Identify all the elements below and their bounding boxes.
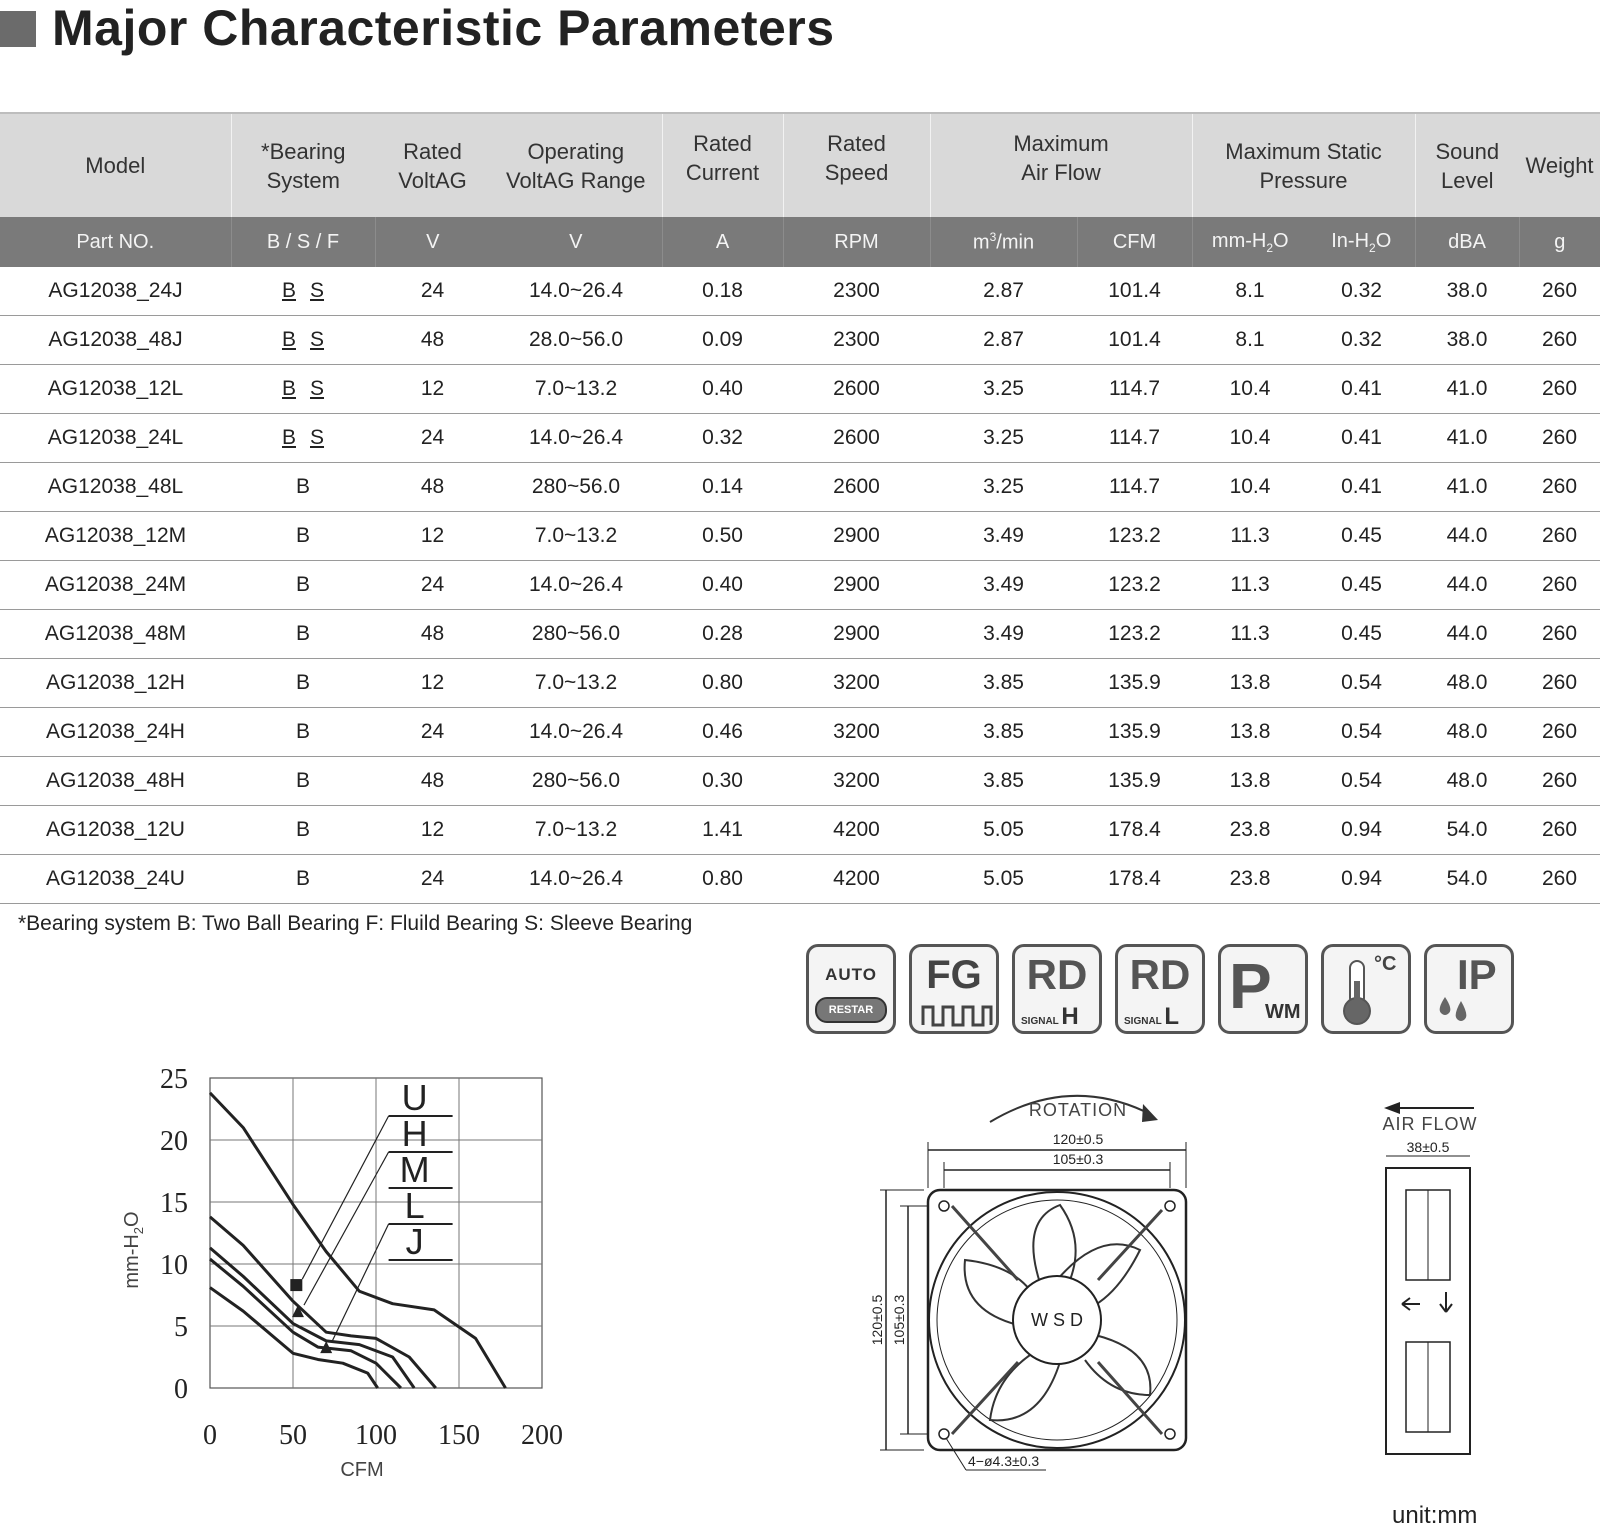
table-row [0,463,1600,512]
unit-rated-voltage: V [375,217,490,267]
table-row [0,659,1600,708]
col-rated-current: Rated Current [662,113,783,217]
series-label-M: M [399,1149,430,1190]
y-tick-label: 25 [160,1064,188,1095]
cell-bearing: B [231,659,375,708]
fg-signal-icon: FG [909,944,999,1034]
rd-signal-l-icon: RD SIGNAL L [1115,944,1205,1034]
cell-v: 48 [375,757,490,806]
cell-rpm: 4200 [783,806,930,855]
cell-in: 0.32 [1308,267,1415,316]
cell-rpm: 4200 [783,855,930,904]
temperature-icon: °C [1321,944,1411,1034]
depth-label: 38±0.5 [1406,1139,1450,1155]
cell-model: AG12038_48H [0,757,231,806]
cell-cfm: 135.9 [1077,708,1192,757]
title-square-icon [0,11,36,47]
cell-model: AG12038_12L [0,365,231,414]
marker-leader [332,1224,388,1341]
cell-g: 260 [1519,806,1600,855]
pwm-icon: P WM [1218,944,1308,1034]
x-tick-label: 200 [521,1420,563,1451]
cell-g: 260 [1519,267,1600,316]
cell-g: 260 [1519,561,1600,610]
cell-g: 260 [1519,708,1600,757]
col-max-airflow: Maximum Air Flow [930,113,1192,217]
cell-m3: 3.85 [930,708,1077,757]
cell-rpm: 2300 [783,316,930,365]
cell-mm: 8.1 [1192,316,1308,365]
cell-bearing: B S [231,316,375,365]
cell-cfm: 123.2 [1077,610,1192,659]
unit-weight: g [1519,217,1600,267]
table-row [0,708,1600,757]
cell-rpm: 2900 [783,561,930,610]
series-label-H: H [401,1113,428,1154]
cell-a: 0.46 [662,708,783,757]
cell-v: 24 [375,267,490,316]
cell-cfm: 123.2 [1077,561,1192,610]
cell-in: 0.45 [1308,561,1415,610]
cell-a: 0.28 [662,610,783,659]
cell-rpm: 3200 [783,708,930,757]
y-tick-label: 0 [174,1374,188,1405]
unit-static-mm: $mm-H_2O$ [1192,217,1308,267]
cell-dba: 54.0 [1415,855,1519,904]
col-rated-speed: Rated Speed [783,113,930,217]
cell-a: 0.09 [662,316,783,365]
cell-in: 0.54 [1308,659,1415,708]
cell-cfm: 101.4 [1077,316,1192,365]
feature-icons [806,944,1514,1034]
series-line-L [210,1259,401,1388]
cell-cfm: 178.4 [1077,855,1192,904]
cell-dba: 41.0 [1415,463,1519,512]
x-tick-label: 150 [438,1420,480,1451]
cell-mm: 13.8 [1192,659,1308,708]
cell-cfm: 123.2 [1077,512,1192,561]
cell-model: AG12038_12H [0,659,231,708]
cell-dba: 44.0 [1415,561,1519,610]
cell-dba: 44.0 [1415,512,1519,561]
y-tick-label: 5 [174,1312,188,1343]
cell-dba: 48.0 [1415,757,1519,806]
cell-in: 0.41 [1308,365,1415,414]
cell-bearing: B [231,610,375,659]
cell-a: 0.50 [662,512,783,561]
cell-g: 260 [1519,855,1600,904]
cell-m3: 3.49 [930,610,1077,659]
cell-a: 0.18 [662,267,783,316]
cell-range: 7.0~13.2 [490,512,662,561]
bearing-footnote: *Bearing system B: Two Ball Bearing F: Fluild Bearing S: Sleeve Bearing [18,912,693,935]
cell-dba: 48.0 [1415,708,1519,757]
cell-g: 260 [1519,414,1600,463]
cell-bearing: B S [231,365,375,414]
series-line-H [210,1217,436,1388]
cell-in: 0.45 [1308,512,1415,561]
cell-m3: 5.05 [930,855,1077,904]
cell-range: 14.0~26.4 [490,414,662,463]
col-bearing: *Bearing System [231,113,375,217]
cell-range: 280~56.0 [490,463,662,512]
cell-bearing: B [231,855,375,904]
table-row [0,855,1600,904]
cell-cfm: 114.7 [1077,414,1192,463]
cell-mm: 10.4 [1192,414,1308,463]
cell-cfm: 135.9 [1077,659,1192,708]
series-label-L: L [404,1185,425,1226]
page-title: Major Characteristic Parameters [52,0,835,56]
unit-current: A [662,217,783,267]
cell-a: 0.80 [662,855,783,904]
cell-rpm: 2900 [783,610,930,659]
col-weight: Weight [1519,113,1600,217]
unit-part-no: Part NO. [0,217,231,267]
cell-cfm: 178.4 [1077,806,1192,855]
cell-rpm: 2600 [783,414,930,463]
table-row [0,316,1600,365]
cell-m3: 3.25 [930,365,1077,414]
cell-rpm: 2600 [783,463,930,512]
cell-model: AG12038_24J [0,267,231,316]
table-row [0,365,1600,414]
cell-a: 0.32 [662,414,783,463]
cell-mm: 10.4 [1192,463,1308,512]
unit-row [0,217,1600,267]
chart-ylabel: $mm-H_2O$ [121,1211,146,1289]
unit-speed: RPM [783,217,930,267]
cell-mm: 23.8 [1192,855,1308,904]
dim-v-outer-label: 120±0.5 [869,1294,885,1346]
cell-g: 260 [1519,757,1600,806]
cell-bearing: B S [231,267,375,316]
cell-m3: 3.85 [930,659,1077,708]
pq-chart [100,1064,620,1510]
col-max-static: Maximum Static Pressure [1192,113,1415,217]
cell-v: 48 [375,610,490,659]
unit-airflow-m3: $m^3/\min$ [930,217,1077,267]
cell-m3: 3.85 [930,757,1077,806]
page-title-block [0,0,835,56]
cell-mm: 23.8 [1192,806,1308,855]
cell-v: 24 [375,414,490,463]
cell-v: 24 [375,561,490,610]
spec-table [0,112,1600,904]
x-tick-label: 0 [203,1420,217,1451]
cell-v: 12 [375,659,490,708]
cell-dba: 38.0 [1415,316,1519,365]
dim-inner-label: 105±0.3 [1052,1151,1104,1167]
cell-rpm: 2600 [783,365,930,414]
cell-rpm: 2300 [783,267,930,316]
cell-range: 28.0~56.0 [490,316,662,365]
cell-bearing: B [231,806,375,855]
marker-square [290,1279,302,1291]
x-tick-label: 50 [279,1420,307,1451]
cell-model: AG12038_12M [0,512,231,561]
pq-chart-grid [210,1078,542,1388]
unit-sound: dBA [1415,217,1519,267]
cell-mm: 10.4 [1192,365,1308,414]
cell-a: 1.41 [662,806,783,855]
cell-dba: 41.0 [1415,365,1519,414]
unit-airflow-cfm: CFM [1077,217,1192,267]
chart-xlabel: CFM [340,1459,384,1481]
cell-v: 12 [375,512,490,561]
cell-g: 260 [1519,463,1600,512]
y-tick-label: 10 [160,1250,188,1281]
cell-range: 14.0~26.4 [490,561,662,610]
cell-model: AG12038_24U [0,855,231,904]
cell-in: 0.54 [1308,757,1415,806]
holes-label: 4−ø4.3±0.3 [968,1453,1040,1469]
cell-model: AG12038_24H [0,708,231,757]
col-sound-level: Sound Level [1415,113,1519,217]
cell-a: 0.40 [662,365,783,414]
ip-rating-icon: IP [1424,944,1514,1034]
table-row [0,267,1600,316]
cell-bearing: B S [231,414,375,463]
cell-g: 260 [1519,610,1600,659]
y-tick-label: 20 [160,1126,188,1157]
unit-bearing: B / S / F [231,217,375,267]
cell-rpm: 3200 [783,659,930,708]
cell-range: 280~56.0 [490,757,662,806]
cell-model: AG12038_48L [0,463,231,512]
table-row [0,757,1600,806]
cell-range: 14.0~26.4 [490,708,662,757]
cell-v: 12 [375,806,490,855]
cell-range: 7.0~13.2 [490,365,662,414]
cell-dba: 44.0 [1415,610,1519,659]
cell-bearing: B [231,561,375,610]
cell-model: AG12038_12U [0,806,231,855]
y-tick-label: 15 [160,1188,188,1219]
cell-model: AG12038_48J [0,316,231,365]
x-tick-label: 100 [355,1420,397,1451]
cell-cfm: 135.9 [1077,757,1192,806]
cell-v: 48 [375,316,490,365]
rotation-label: ROTATION [1028,1100,1128,1120]
cell-bearing: B [231,708,375,757]
header-row [0,113,1600,217]
cell-model: AG12038_24M [0,561,231,610]
cell-a: 0.80 [662,659,783,708]
cell-in: 0.41 [1308,414,1415,463]
cell-m3: 3.49 [930,512,1077,561]
table-row [0,806,1600,855]
cell-v: 12 [375,365,490,414]
unit-operating-range: V [490,217,662,267]
cell-m3: 3.25 [930,414,1077,463]
table-row [0,561,1600,610]
cell-bearing: B [231,757,375,806]
cell-rpm: 2900 [783,512,930,561]
cell-mm: 13.8 [1192,757,1308,806]
table-row [0,512,1600,561]
air-flow-label: AIR FLOW [1382,1114,1478,1134]
cell-in: 0.41 [1308,463,1415,512]
cell-a: 0.14 [662,463,783,512]
auto-restart-icon: AUTO RESTAR [806,944,896,1034]
cell-g: 260 [1519,659,1600,708]
fan-front-drawing [870,1080,1230,1490]
cell-mm: 11.3 [1192,512,1308,561]
series-label-J: J [405,1221,424,1262]
col-model: Model [0,113,231,217]
cell-in: 0.32 [1308,316,1415,365]
cell-a: 0.30 [662,757,783,806]
cell-range: 7.0~13.2 [490,806,662,855]
cell-dba: 38.0 [1415,267,1519,316]
cell-g: 260 [1519,316,1600,365]
cell-g: 260 [1519,365,1600,414]
rd-signal-h-icon: RD SIGNAL H [1012,944,1102,1034]
dim-v-inner-label: 105±0.3 [891,1294,907,1346]
table-row [0,610,1600,659]
cell-a: 0.40 [662,561,783,610]
cell-in: 0.54 [1308,708,1415,757]
table-row [0,414,1600,463]
series-label-U: U [401,1077,428,1118]
cell-mm: 8.1 [1192,267,1308,316]
cell-model: AG12038_48M [0,610,231,659]
cell-dba: 54.0 [1415,806,1519,855]
unit-label: unit:mm [1392,1502,1478,1529]
cell-m3: 2.87 [930,267,1077,316]
cell-range: 280~56.0 [490,610,662,659]
dim-outer-label: 120±0.5 [1052,1131,1104,1147]
cell-rpm: 3200 [783,757,930,806]
unit-static-in: $In-H_2O$ [1308,217,1415,267]
cell-m3: 2.87 [930,316,1077,365]
cell-in: 0.94 [1308,806,1415,855]
cell-cfm: 114.7 [1077,365,1192,414]
cell-g: 260 [1519,512,1600,561]
cell-dba: 41.0 [1415,414,1519,463]
cell-mm: 11.3 [1192,561,1308,610]
cell-model: AG12038_24L [0,414,231,463]
cell-mm: 13.8 [1192,708,1308,757]
cell-range: 14.0~26.4 [490,267,662,316]
cell-m3: 3.49 [930,561,1077,610]
cell-range: 14.0~26.4 [490,855,662,904]
cell-in: 0.94 [1308,855,1415,904]
cell-v: 48 [375,463,490,512]
cell-bearing: B [231,463,375,512]
cell-mm: 11.3 [1192,610,1308,659]
cell-cfm: 101.4 [1077,267,1192,316]
cell-v: 24 [375,708,490,757]
cell-range: 7.0~13.2 [490,659,662,708]
cell-cfm: 114.7 [1077,463,1192,512]
cell-in: 0.45 [1308,610,1415,659]
cell-m3: 3.25 [930,463,1077,512]
hub-label: W S D [1031,1310,1083,1330]
col-operating-range: Operating VoltAG Range [490,113,662,217]
cell-dba: 48.0 [1415,659,1519,708]
cell-v: 24 [375,855,490,904]
col-rated-voltage: Rated VoltAG [375,113,490,217]
cell-m3: 5.05 [930,806,1077,855]
cell-bearing: B [231,512,375,561]
fan-side-drawing [1380,1080,1500,1490]
